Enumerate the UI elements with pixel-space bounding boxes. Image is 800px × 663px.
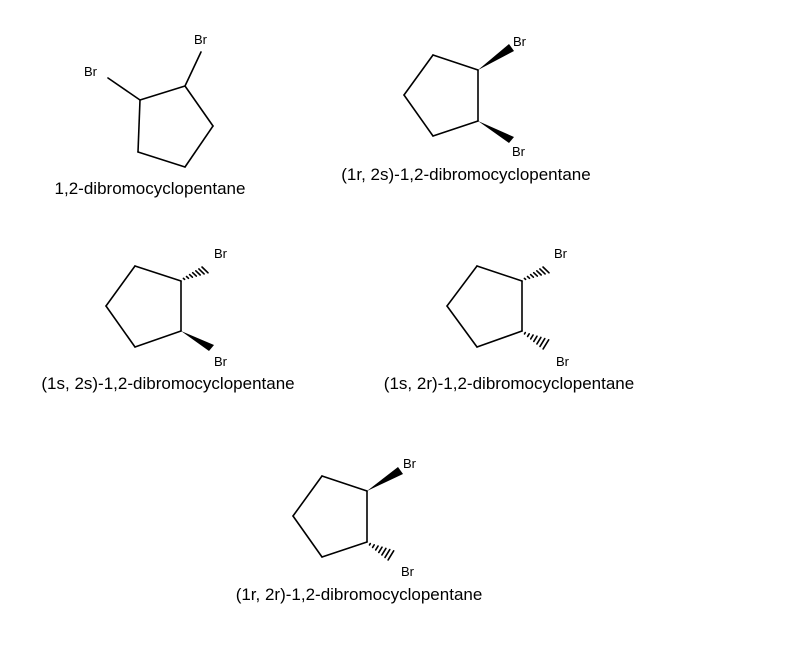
br-label-upper: Br <box>554 246 567 261</box>
ring-bonds <box>293 476 367 557</box>
br-label-lower: Br <box>401 564 414 579</box>
hashed-bond-lower <box>370 544 394 560</box>
caption-1s-2s: (1s, 2s)-1,2-dibromocyclopentane <box>41 374 295 393</box>
caption-dibromocyclopentane: 1,2-dibromocyclopentane <box>54 179 246 198</box>
caption-1r-2r: (1r, 2r)-1,2-dibromocyclopentane <box>235 585 483 604</box>
br-label-left: Br <box>84 64 97 79</box>
caption-1r-2s: (1r, 2s)-1,2-dibromocyclopentane <box>341 165 591 184</box>
br-label-upper: Br <box>513 34 526 49</box>
br-label-upper: Br <box>214 246 227 261</box>
br-label-lower: Br <box>512 144 525 159</box>
br-label-lower: Br <box>214 354 227 369</box>
br-label-upper: Br <box>403 456 416 471</box>
caption-1s-2r: (1s, 2r)-1,2-dibromocyclopentane <box>383 374 635 393</box>
wedge-bond-upper <box>367 467 403 491</box>
br-label-lower: Br <box>556 354 569 369</box>
br-label-top: Br <box>194 32 207 47</box>
